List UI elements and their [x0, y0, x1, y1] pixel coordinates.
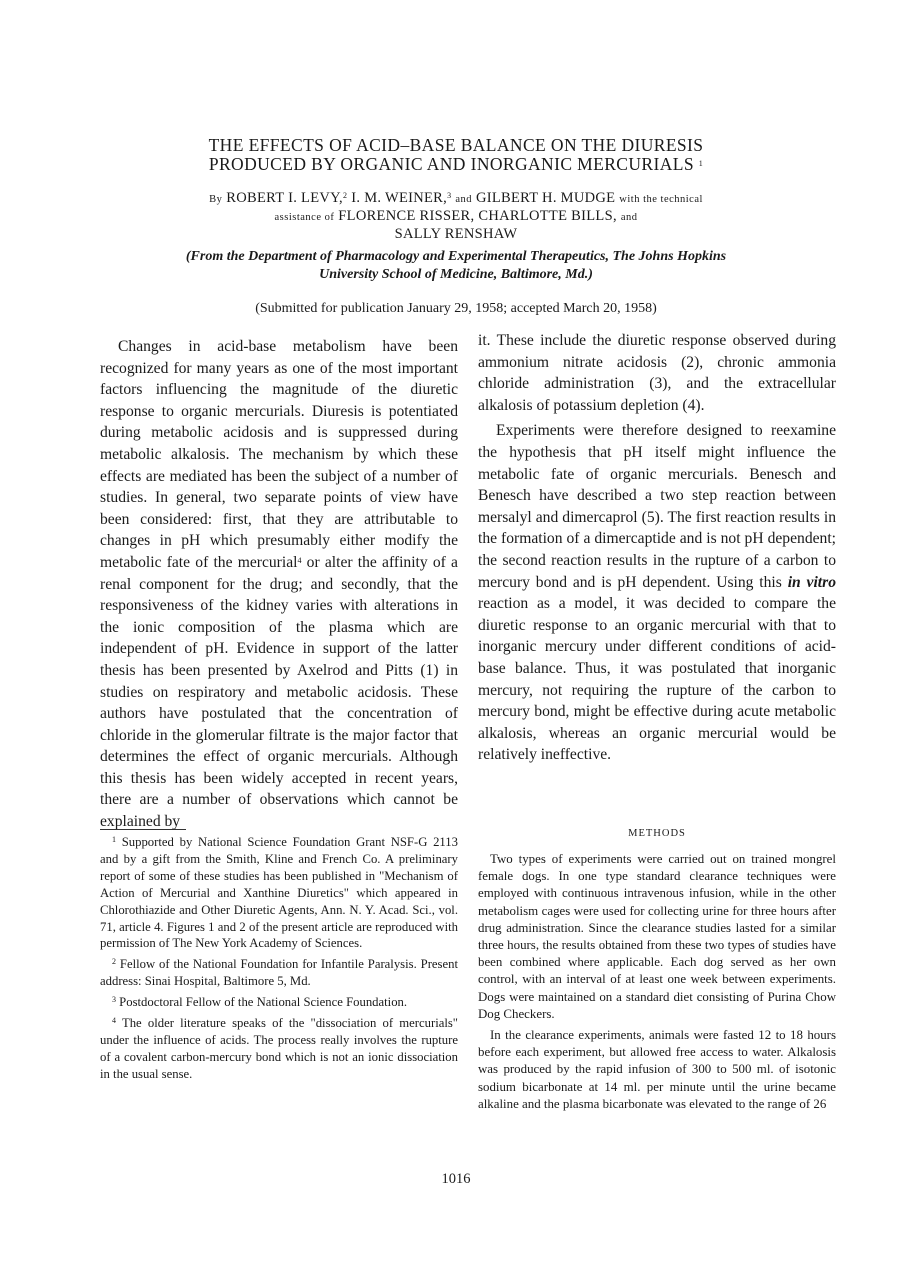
methods-paragraph: In the clearance experiments, animals were fasted 12 to 18 hours before each experiment, but allowed free access to water. Alkalosis was produced by the rapid infusion of 300 to 500 ml. of isotonic sodium bicarbonate at 14 ml. per minute until the urine became alkaline and the plasma bicarbonate was elevated to the range of 26	[478, 1028, 836, 1111]
footnote-divider	[100, 829, 186, 830]
author-line-2: assistance of FLORENCE RISSER, CHARLOTTE BILLS, and	[274, 208, 638, 224]
author-line-3: SALLY RENSHAW	[394, 226, 518, 242]
left-column	[100, 336, 458, 833]
submission-dates: (Submitted for publication January 29, 1958; accepted March 20, 1958)	[255, 301, 657, 316]
assistant-names: FLORENCE RISSER, CHARLOTTE BILLS,	[338, 208, 617, 224]
title-footnote-mark: 1	[698, 159, 704, 168]
author-name: ROBERT I. LEVY,	[226, 190, 343, 206]
methods-paragraph: Two types of experiments were carried out on trained mongrel female dogs. In one type standard clearance techniques were employed with continuous intravenous infusion, while in the other metabolism cages were used for collecting urine for three hours after drug administration. Since the clearance studies lasted for a similar three hours, the results obtained from these two types of studies have been combined where applicable. Each dog served as her own control, with an interval of at least one week between experiments. Dogs were maintained on a standard diet consisting of Purina Chow Dog Checkers.	[478, 852, 836, 1021]
methods-section	[478, 851, 836, 1117]
author-name: GILBERT H. MUDGE	[475, 190, 616, 206]
affiliation: (From the Department of Pharmacology and Experimental Therapeutics, The Johns Hopkins University School of Medicine, Baltimore, Md.)	[185, 249, 727, 282]
title-line-1: THE EFFECTS OF ACID–BASE BALANCE ON THE DIURESIS	[208, 135, 704, 155]
article-title	[0, 136, 912, 174]
right-column	[478, 330, 836, 766]
footnote: $^3$ Postdoctoral Fellow of the National Science Foundation.	[112, 995, 408, 1010]
footnotes	[100, 834, 458, 1087]
footnote-ref: 4	[297, 555, 302, 565]
title-line-2: PRODUCED BY ORGANIC AND INORGANIC MERCURIALS $^1$	[208, 154, 704, 174]
author-line-1: By ROBERT I. LEVY,$^2$ I. M. WEINER,$^3$ and GILBERT H. MUDGE with the technical	[209, 190, 703, 206]
section-heading-methods: METHODS	[628, 828, 686, 839]
body-paragraph: Changes in acid-base metabolism have been recognized for many years as one of the most important factors influencing the magnitude of the diuretic response to organic mercurials. Diuresis is potentiated during metabolic acidosis and is suppressed during metabolic alkalosis. The mechanism by which these effects are mediated has been the subject of a number of studies. In general, two separate points of view have been considered: first, that they are attributable to changes in pH which presumably either modify the metabolic fate of the mercurial$^4$ or alter the affinity of a renal component for the drug; and secondly, that the responsiveness of the kidney varies with alterations in the ionic composition of the plasma which are independent of pH. Evidence in support of the latter thesis has been presented by Axelrod and Pitts (1) in studies on respiratory and metabolic acidosis. These authors have postulated that the concentration of chloride in the glomerular filtrate is the major factor that determines the effect of organic mercurials. Although this thesis has been widely accepted in recent years, there are a number of observations which cannot be explained by	[100, 338, 458, 831]
body-paragraph: Experiments were therefore designed to reexamine the hypothesis that pH itself might influence the metabolic fate of organic mercurials. Benesch and Benesch have described a two step reaction between mersalyl and dimercaprol (5). The first reaction results in the formation of a dimercaptide and is not pH dependent; the second reaction results in the rupture of a carbon to mercury bond and is pH dependent. Using this in vitro reaction as a model, it was decided to compare the diuretic response to an organic mercurial with that to inorganic mercury under different conditions of acid-base balance. Thus, it was postulated that inorganic mercury, not requiring the rupture of the carbon to mercury bond, might be effective during acute metabolic alkalosis, whereas an organic mercurial would be relatively ineffective.	[478, 422, 836, 764]
footnote: $^4$ The older literature speaks of the "dissociation of mercurials" under the influence of acids. The process really involves the rupture of a covalent carbon-mercury bond which is not an ionic dissociation in the usual sense.	[100, 1016, 458, 1081]
author-name: I. M. WEINER,	[351, 190, 448, 206]
footnote: $^2$ Fellow of the National Foundation for Infantile Paralysis. Present address: Sinai Hospital, Baltimore 5, Md.	[100, 957, 458, 989]
footnote: $^1$ Supported by National Science Foundation Grant NSF-G 2113 and by a gift from the Smith, Kline and French Co. A preliminary report of some of these studies has been published in "Mechanism of Action of Mercurial and Xanthine Diuretics" which appeared in Chlorothiazide and Other Diuretic Agents, Ann. N. Y. Acad. Sci., vol. 71, article 4. Figures 1 and 2 of the present article are reproduced with permission of The New York Academy of Sciences.	[100, 835, 458, 951]
author-block	[0, 190, 912, 243]
page-number: 1016	[441, 1171, 471, 1187]
body-paragraph: it. These include the diuretic response observed during ammonium nitrate acidosis (2), chronic ammonia chloride administration (3), and the extracellular alkalosis of potassium depletion (4).	[478, 332, 836, 414]
